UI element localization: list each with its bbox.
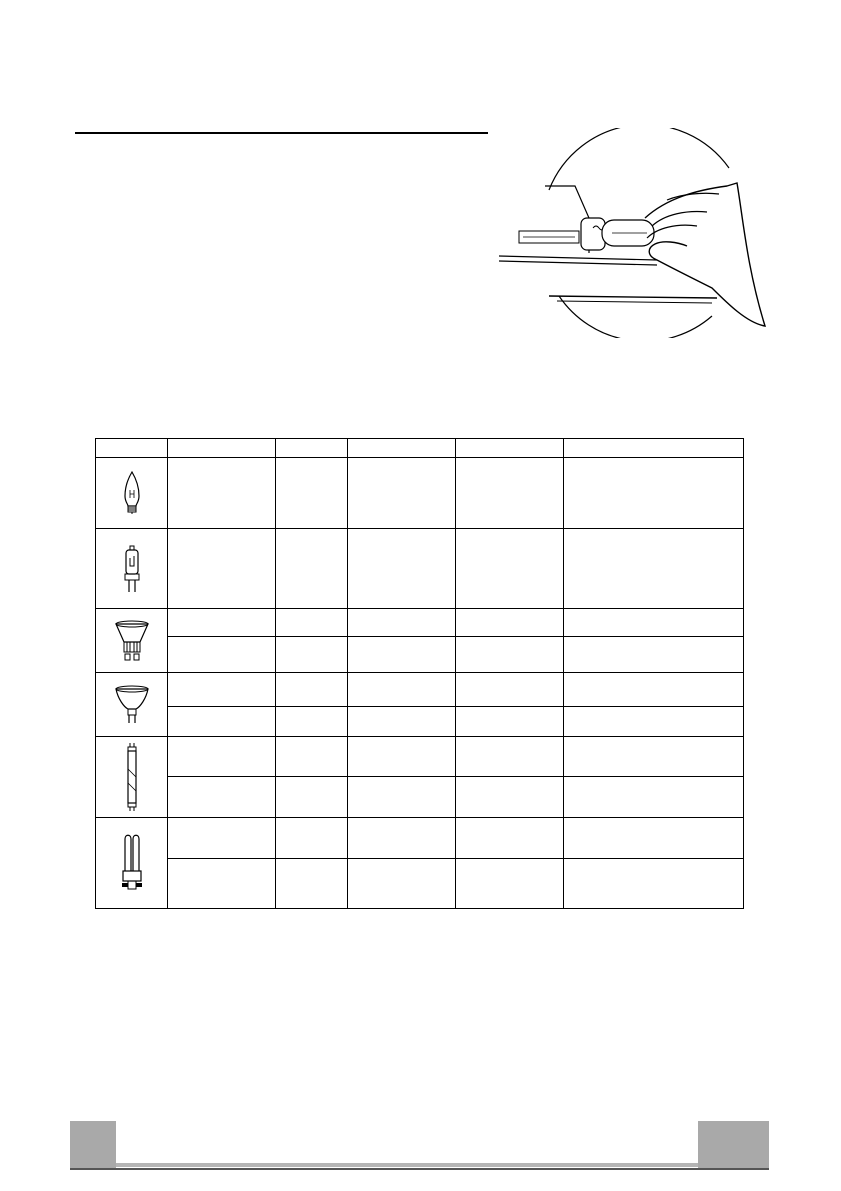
table-cell: [456, 637, 564, 673]
gu10-spot-icon: [114, 618, 150, 664]
table-cell: [564, 707, 744, 737]
table-cell: [168, 707, 276, 737]
column-header: [564, 439, 744, 458]
column-header: [276, 439, 348, 458]
table-header-row: [96, 439, 744, 458]
footer-line: [116, 1163, 698, 1167]
table-cell: [168, 458, 276, 529]
table-cell: [564, 637, 744, 673]
table-cell: [348, 707, 456, 737]
table-cell: [276, 777, 348, 818]
table-row: [96, 707, 744, 737]
fluorescent-tube-icon: [124, 743, 140, 811]
table-cell: [348, 777, 456, 818]
table-cell: [348, 859, 456, 909]
heading-rule: [75, 132, 488, 134]
halogen-capsule-icon: [122, 544, 142, 594]
table-cell: [168, 737, 276, 777]
table-cell: [276, 737, 348, 777]
table-row: [96, 818, 744, 859]
footer-baseline: [70, 1168, 769, 1170]
table-cell: [348, 673, 456, 707]
table-cell: [276, 637, 348, 673]
table-cell: [564, 777, 744, 818]
table-row: [96, 637, 744, 673]
table-cell: [564, 818, 744, 859]
bulb-icon-cell: [96, 458, 168, 529]
table-row: [96, 458, 744, 529]
table-cell: [456, 859, 564, 909]
table-cell: [276, 707, 348, 737]
table-cell: [276, 609, 348, 637]
bulb-icon-cell: [96, 609, 168, 673]
table-row: [96, 609, 744, 637]
table-cell: [348, 529, 456, 609]
table-cell: [168, 609, 276, 637]
bulb-type-table: [95, 438, 744, 909]
bulb-icon-cell: [96, 818, 168, 909]
table-cell: [456, 737, 564, 777]
table-cell: [168, 673, 276, 707]
table-cell: [276, 818, 348, 859]
table-cell: [276, 458, 348, 529]
candle-bulb-icon: [122, 470, 142, 516]
table-cell: [564, 458, 744, 529]
table-cell: [456, 707, 564, 737]
table-cell: [276, 673, 348, 707]
table-cell: [276, 529, 348, 609]
table-cell: [564, 609, 744, 637]
bulb-icon-cell: [96, 673, 168, 737]
table-row: [96, 859, 744, 909]
table-cell: [348, 637, 456, 673]
table-cell: [168, 777, 276, 818]
table-row: [96, 777, 744, 818]
column-header: [168, 439, 276, 458]
table-cell: [276, 859, 348, 909]
mr16-spot-icon: [114, 683, 150, 727]
table-row: [96, 737, 744, 777]
footer-block-left: [70, 1121, 116, 1168]
table-cell: [456, 458, 564, 529]
bulb-icon-cell: [96, 529, 168, 609]
table-row: [96, 673, 744, 707]
table-cell: [168, 859, 276, 909]
table-cell: [168, 637, 276, 673]
bulb-replacement-hand-icon: [497, 128, 769, 338]
table-cell: [456, 818, 564, 859]
footer-block-right: [698, 1121, 769, 1168]
column-header: [348, 439, 456, 458]
bulb-icon-cell: [96, 737, 168, 818]
table-cell: [564, 737, 744, 777]
table-cell: [348, 818, 456, 859]
table-cell: [168, 818, 276, 859]
table-cell: [348, 458, 456, 529]
table-cell: [168, 529, 276, 609]
table-cell: [456, 609, 564, 637]
column-header: [96, 439, 168, 458]
table-cell: [564, 859, 744, 909]
column-header: [456, 439, 564, 458]
table-cell: [564, 529, 744, 609]
table-cell: [348, 609, 456, 637]
table-cell: [348, 737, 456, 777]
table-cell: [564, 673, 744, 707]
table-cell: [456, 529, 564, 609]
table-cell: [456, 673, 564, 707]
table-cell: [456, 777, 564, 818]
table-row: [96, 529, 744, 609]
compact-fluorescent-icon: [120, 831, 144, 895]
